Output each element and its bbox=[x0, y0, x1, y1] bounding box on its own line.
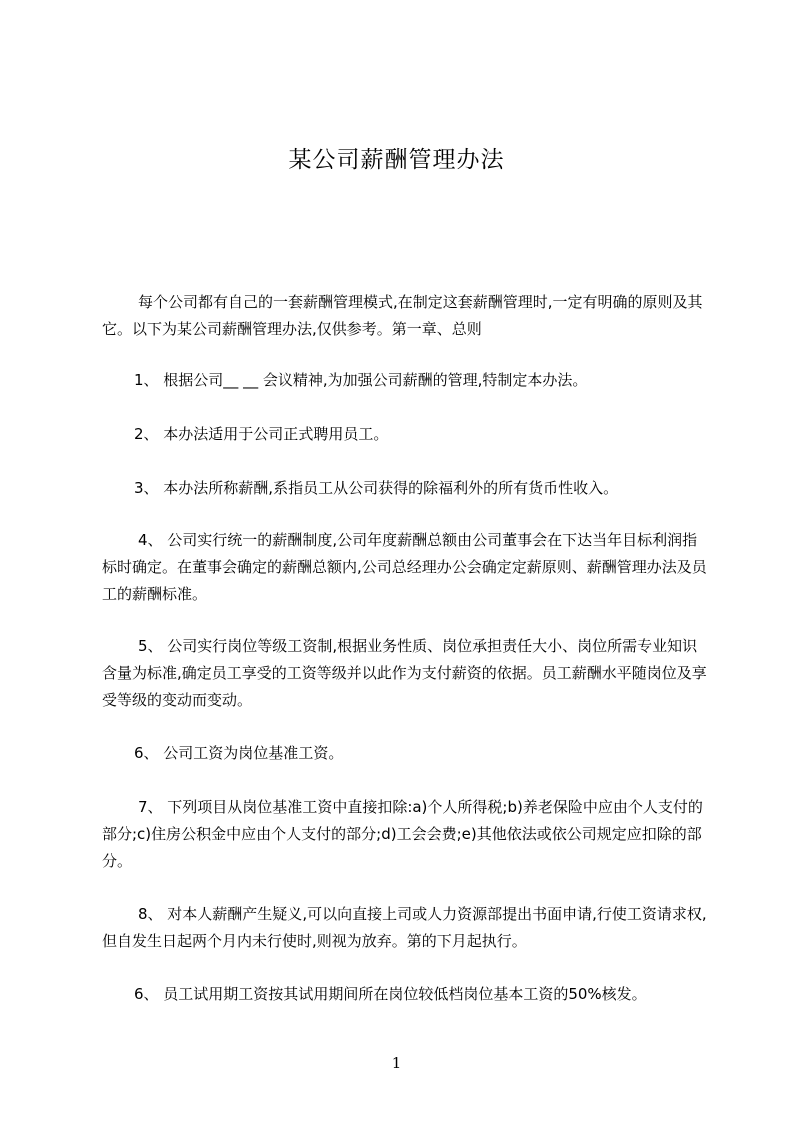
document-title: 某公司薪酬管理办法 bbox=[288, 147, 505, 173]
clause-1: 1、 根据公司__ __ 会议精神,为加强公司薪酬的管理,特制定本办法。 bbox=[134, 371, 588, 389]
intro-paragraph: 每个公司都有自己的一套薪酬管理模式,在制定这套薪酬管理时,一定有明确的原则及其它。以下为某公司薪酬管理办法,仅供参考。第一章、总则 bbox=[102, 293, 703, 338]
clause-4: 4、 公司实行统一的薪酬制度,公司年度薪酬总额由公司董事会在下达当年目标利润指标时确定。在董事会确定的薪酬总额内,公司总经理办公会确定定薪原则、薪酬管理办法及员工的薪酬标准。 bbox=[102, 531, 707, 603]
clause-8: 8、 对本人薪酬产生疑义,可以向直接上司或人力资源部提出书面申请,行使工资请求权,但自发生日起两个月内未行使时,则视为放弃。第的下月起执行。 bbox=[102, 905, 707, 950]
clause-2: 2、 本办法适用于公司正式聘用员工。 bbox=[134, 425, 389, 443]
clause-3: 3、 本办法所称薪酬,系指员工从公司获得的除福利外的所有货币性收入。 bbox=[134, 479, 619, 497]
clause-6: 6、 公司工资为岗位基准工资。 bbox=[134, 744, 344, 762]
clause-9: 6、 员工试用期工资按其试用期间所在岗位较低档岗位基本工资的50%核发。 bbox=[134, 985, 647, 1003]
page-number: 1 bbox=[391, 1054, 402, 1072]
clause-7: 7、 下列项目从岗位基准工资中直接扣除:a)个人所得税;b)养老保险中应由个人支付的部分;c)住房公积金中应由个人支付的部分;d)工会会费;e)其他依法或依公司规定应扣除的部分。 bbox=[102, 798, 703, 870]
clause-5: 5、 公司实行岗位等级工资制,根据业务性质、岗位承担责任大小、岗位所需专业知识含量为标准,确定员工享受的工资等级并以此作为支付薪资的依据。员工薪酬水平随岗位及享受等级的变动而变动。 bbox=[102, 637, 707, 709]
